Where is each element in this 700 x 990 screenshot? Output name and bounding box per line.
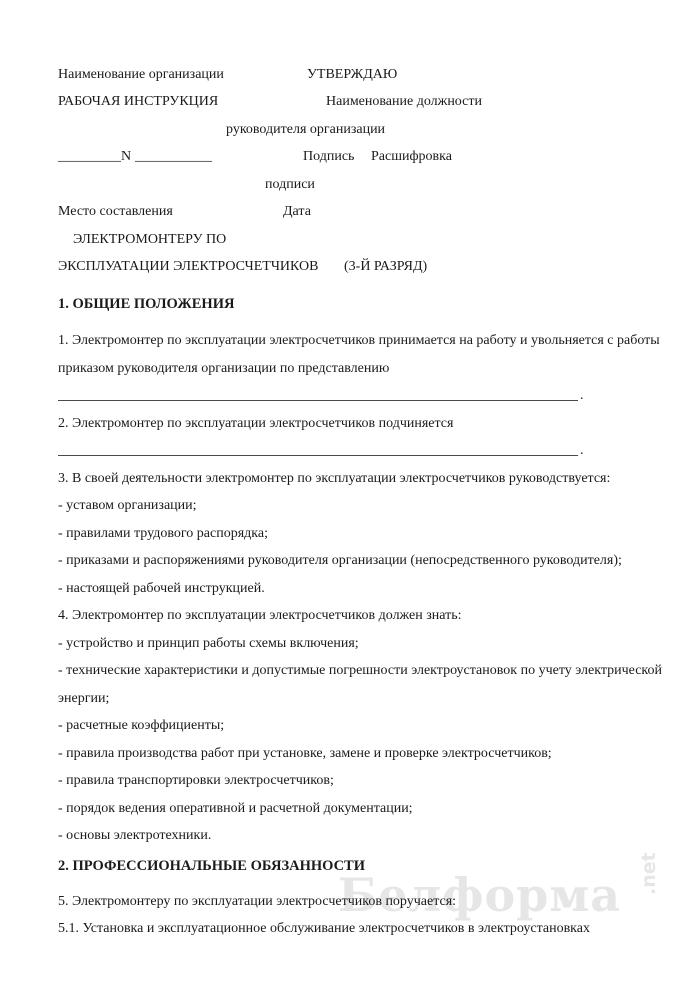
- date-label: Дата: [283, 204, 311, 219]
- list-item: - уставом организации;: [58, 498, 197, 513]
- decoding-label: Расшифровка: [371, 149, 452, 164]
- number-blank: ___________: [135, 149, 212, 164]
- grade-label: (3-Й РАЗРЯД): [344, 259, 428, 274]
- blank-line-2-period: .: [580, 443, 584, 458]
- watermark-suffix: .net: [638, 852, 660, 895]
- list-item: - устройство и принцип работы схемы включения;: [58, 636, 359, 651]
- para5-1: 5.1. Установка и эксплуатационное обслуживание электросчетчиков в электроустановках: [58, 921, 590, 936]
- doc-type-label: РАБОЧАЯ ИНСТРУКЦИЯ: [58, 94, 219, 109]
- para4: 4. Электромонтер по эксплуатации электросчетчиков должен знать:: [58, 608, 462, 623]
- head-of-org-label: руководителя организации: [226, 122, 386, 137]
- list-item: - технические характеристики и допустимые погрешности электроустановок по учету электрической: [58, 663, 663, 678]
- list-item-continuation: энергии;: [58, 691, 110, 706]
- place-label: Место составления: [58, 204, 173, 219]
- doc-title-line2: ЭКСПЛУАТАЦИИ ЭЛЕКТРОСЧЕТЧИКОВ: [58, 259, 319, 274]
- number-label: N: [121, 149, 132, 164]
- list-item: - приказами и распоряжениями руководителя организации (непосредственного руководителя);: [58, 553, 622, 568]
- list-item: - настоящей рабочей инструкцией.: [58, 581, 265, 596]
- list-item: - правила транспортировки электросчетчиков;: [58, 773, 334, 788]
- para3: 3. В своей деятельности электромонтер по эксплуатации электросчетчиков руководствуется:: [58, 471, 611, 486]
- signature-line2-label: подписи: [265, 177, 315, 192]
- doc-title-line1: ЭЛЕКТРОМОНТЕРУ ПО: [73, 232, 227, 247]
- para1-line2: приказом руководителя организации по представлению: [58, 361, 390, 376]
- approve-label: УТВЕРЖДАЮ: [307, 67, 398, 82]
- para1-line1: 1. Электромонтер по эксплуатации электросчетчиков принимается на работу и увольняется с работы: [58, 333, 660, 348]
- section2-heading: 2. ПРОФЕССИОНАЛЬНЫЕ ОБЯЗАННОСТИ: [58, 858, 365, 874]
- list-item: - правилами трудового распорядка;: [58, 526, 268, 541]
- blank-line-2: [58, 455, 578, 456]
- list-item: - основы электротехники.: [58, 828, 212, 843]
- signature-label: Подпись: [303, 149, 355, 164]
- list-item: - порядок ведения оперативной и расчетной документации;: [58, 801, 413, 816]
- list-item: - расчетные коэффициенты;: [58, 718, 225, 733]
- para2: 2. Электромонтер по эксплуатации электросчетчиков подчиняется: [58, 416, 454, 431]
- position-name-label: Наименование должности: [326, 94, 482, 109]
- blank-line-1-period: .: [580, 388, 584, 403]
- blank-line-1: [58, 400, 578, 401]
- section1-heading: 1. ОБЩИЕ ПОЛОЖЕНИЯ: [58, 296, 235, 312]
- para5: 5. Электромонтеру по эксплуатации электросчетчиков поручается:: [58, 894, 457, 909]
- org-name-label: Наименование организации: [58, 67, 224, 82]
- number-prefix-blank: _________: [58, 149, 121, 164]
- list-item: - правила производства работ при установке, замене и проверке электросчетчиков;: [58, 746, 552, 761]
- watermark-logo: Белформа: [338, 868, 622, 922]
